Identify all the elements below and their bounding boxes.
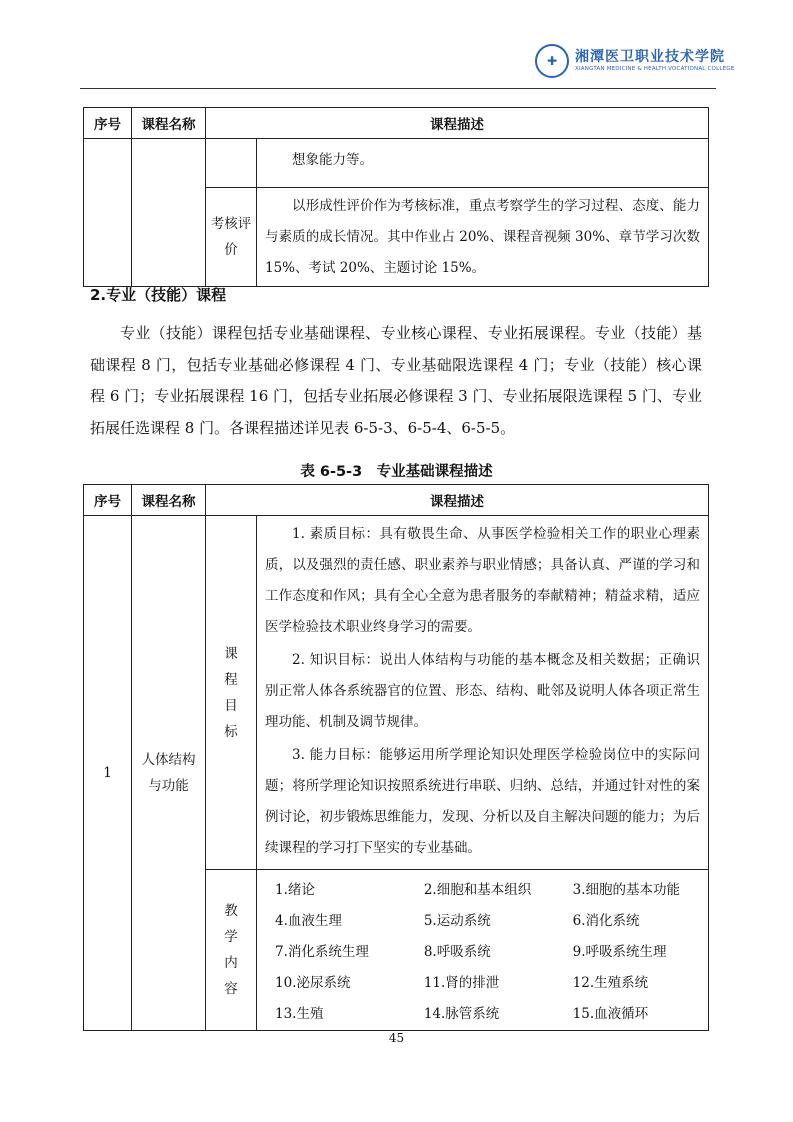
college-seal-icon: ✚ [535, 44, 569, 78]
header-index: 序号 [84, 108, 132, 139]
topic-item: 8.呼吸系统 [423, 944, 491, 960]
topic-item: 14.脉管系统 [423, 1006, 500, 1022]
section-title: 2.专业（技能）课程 [90, 286, 227, 304]
logo-name-en: XIANGTAN MEDICINE & HEALTH VOCATIONAL COLLEGE [575, 65, 735, 72]
table-title: 表 6-5-3 专业基础课程描述 [300, 464, 493, 480]
topics-grid [257, 873, 708, 1028]
topic-item: 12.生殖系统 [572, 975, 649, 991]
topic-item: 6.消化系统 [572, 913, 640, 929]
topic-item: 7.消化系统生理 [275, 944, 369, 960]
header-divider [80, 88, 716, 89]
header-course-desc: 课程描述 [206, 485, 709, 516]
content-cell [257, 870, 709, 1031]
topic-item: 15.血液循环 [572, 1006, 649, 1022]
topic-item: 2.细胞和基本组织 [423, 882, 532, 898]
assess-text: 以形成性评价作为考核标准，重点考察学生的学习过程、态度、能力与素质的成长情况。其中作业占 20%、课程音视频 30%、章节学习次数 15%、考试 20%、主题讨论 15%。 [257, 188, 709, 287]
content-label: 教学内容 [206, 870, 257, 1031]
table-row [84, 139, 709, 188]
section-paragraph: 专业（技能）课程包括专业基础课程、专业核心课程、专业拓展课程。专业（技能）基础课程 8 门，包括专业基础必修课程 4 门、专业基础限选课程 4 门；专业（技能）核心课程 6 门；专业拓展课程 16 门，包括专业拓展必修课程 3 门、专业拓展限选课程 5 门、专业拓展任选课程 8 门。各课程描述详见表 6-5-3、6-5-4、6-5-5。 [90, 324, 702, 437]
goal-knowledge: 2. 知识目标：说出人体结构与功能的基本概念及相关数据；正确识别正常人体各系统器官的位置、形态、结构、毗邻及说明人体各项正常生理功能、机制及调节规律。 [265, 652, 700, 730]
topic-item: 10.泌尿系统 [275, 975, 351, 991]
header-index: 序号 [84, 485, 132, 516]
table-row [84, 516, 709, 870]
topic-item: 11.肾的排泄 [423, 975, 500, 991]
topic-item: 9.呼吸系统生理 [572, 944, 667, 960]
logo-name-cn: 湘潭医卫职业技术学院 [575, 48, 725, 65]
topic-row [257, 904, 708, 935]
topic-item: 4.血液生理 [275, 913, 342, 929]
table-header-row [84, 485, 709, 516]
goal-ability: 3. 能力目标：能够运用所学理论知识处理医学检验岗位中的实际问题；将所学理论知识按照系统进行串联、归纳、总结，并通过针对性的案例讨论，初步锻炼思维能力，发现、分析以及自主解决问题的能力；为后续课程的学习打下坚实的专业基础。 [265, 747, 700, 856]
goal-cell [257, 516, 709, 870]
index-cell [84, 139, 132, 287]
course-table [83, 484, 709, 1031]
page-number: 45 [388, 1031, 405, 1045]
label-cell [206, 139, 257, 188]
topic-item: 13.生殖 [275, 1006, 324, 1022]
continued-text: 想象能力等。 [257, 139, 709, 188]
logo-text [575, 50, 734, 73]
course-table-continued [83, 107, 709, 287]
topic-item: 3.细胞的基本功能 [572, 882, 681, 898]
topic-item: 5.运动系统 [423, 913, 491, 929]
assess-label: 考核评价 [206, 188, 257, 287]
course-index: 1 [84, 516, 132, 1031]
header-course-desc: 课程描述 [206, 108, 709, 139]
topic-item: 1.绪论 [275, 882, 315, 898]
topic-row [257, 966, 708, 997]
course-name-cell [132, 139, 206, 287]
topic-row [257, 997, 708, 1028]
topic-row [257, 873, 708, 904]
header-course-name: 课程名称 [132, 108, 206, 139]
table-header-row [84, 108, 709, 139]
goal-label: 课程目标 [206, 516, 257, 870]
topic-row [257, 935, 708, 966]
goal-quality: 1. 素质目标：具有敬畏生命、从事医学检验相关工作的职业心理素质，以及强烈的责任感、职业素养与职业情感；具备认真、严谨的学习和工作态度和作风；具有全心全意为患者服务的奉献精神；精益求精，适应医学检验技术职业终身学习的需要。 [265, 526, 700, 635]
college-logo [535, 44, 734, 78]
course-name: 人体结构与功能 [132, 516, 206, 1031]
header-course-name: 课程名称 [132, 485, 206, 516]
